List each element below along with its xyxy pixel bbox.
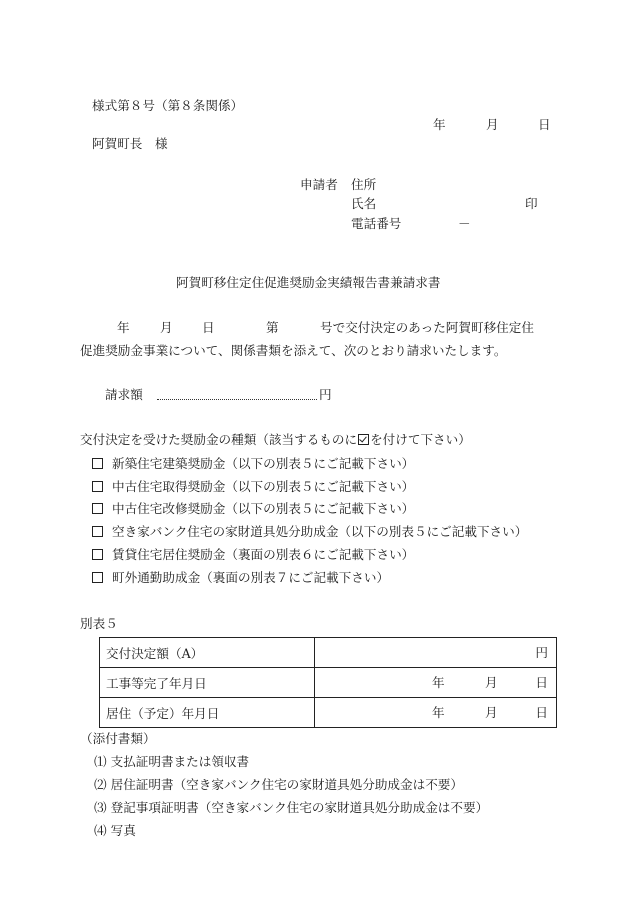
intro-day: 日	[202, 320, 215, 335]
types-heading	[80, 434, 471, 447]
attachment-item: ⑶ 登記事項証明書（空き家バンク住宅の家財道具処分助成金は不要）	[94, 800, 489, 815]
form-number: 様式第８号（第８条関係）	[92, 98, 244, 113]
table-row	[100, 638, 557, 668]
table-cell-label: 居住（予定）年月日	[100, 698, 315, 728]
type-item-label: 町外通勤助成金（裏面の別表７にご記載下さい）	[112, 570, 390, 585]
seal-mark: 印	[525, 196, 538, 211]
month-unit: 月	[485, 705, 498, 720]
intro-month: 月	[160, 320, 173, 335]
day-unit: 日	[535, 675, 548, 690]
checkbox-icon[interactable]	[92, 481, 103, 492]
addressee: 阿賀町長 様	[92, 136, 168, 151]
day-unit: 日	[535, 705, 548, 720]
intro-year: 年	[117, 320, 130, 335]
type-item-used-renovation[interactable]	[92, 503, 414, 516]
table-row	[100, 698, 557, 728]
type-item-label: 賃貸住宅居住奨励金（裏面の別表６にご記載下さい）	[112, 547, 415, 562]
type-item-label: 空き家バンク住宅の家財道具処分助成金（以下の別表５にご記載下さい）	[112, 524, 528, 539]
applicant-label: 申請者	[300, 177, 338, 192]
claim-amount-line	[157, 399, 317, 400]
type-item-commute[interactable]	[92, 572, 389, 585]
date-year-label: 年	[433, 117, 446, 132]
checkbox-icon[interactable]	[92, 503, 103, 514]
table-cell-value[interactable]	[315, 638, 557, 668]
checkbox-icon[interactable]	[92, 549, 103, 560]
phone-dash: －	[458, 216, 471, 231]
intro-line1: 号で交付決定のあった阿賀町移住定住	[320, 320, 534, 335]
year-unit: 年	[432, 675, 445, 690]
claim-label: 請求額	[105, 387, 143, 402]
table-cell-label: 交付決定額（A）	[100, 638, 315, 668]
year-unit: 年	[432, 705, 445, 720]
phone-label: 電話番号	[351, 216, 402, 231]
types-heading-before: 交付決定を受けた奨励金の種類（該当するものに	[80, 432, 358, 447]
type-item-used-purchase[interactable]	[92, 481, 414, 494]
checkbox-icon[interactable]	[92, 526, 103, 537]
types-heading-after: を付けて下さい）	[370, 432, 471, 447]
table-cell-value[interactable]	[315, 698, 557, 728]
type-item-label: 中古住宅取得奨励金（以下の別表５にご記載下さい）	[112, 479, 415, 494]
intro-dai: 第	[266, 320, 279, 335]
table-cell-value[interactable]	[315, 668, 557, 698]
attachment-item: ⑷ 写真	[94, 823, 136, 838]
attachments-heading: （添付書類）	[80, 731, 156, 746]
table-cell-label: 工事等完了年月日	[100, 668, 315, 698]
date-month-label: 月	[486, 117, 499, 132]
document-title: 阿賀町移住定住促進奨励金実績報告書兼請求書	[176, 275, 441, 290]
type-item-rental[interactable]	[92, 549, 414, 562]
checkbox-icon[interactable]	[92, 458, 103, 469]
attachment-item: ⑴ 支払証明書または領収書	[94, 754, 250, 769]
claim-unit: 円	[319, 387, 332, 402]
table5-caption: 別表５	[80, 616, 118, 631]
checkbox-icon[interactable]	[92, 572, 103, 583]
checked-box-icon	[358, 434, 369, 445]
type-item-label: 新築住宅建築奨励金（以下の別表５にご記載下さい）	[112, 456, 415, 471]
date-day-label: 日	[538, 117, 551, 132]
name-label: 氏名	[351, 196, 377, 211]
yen-unit: 円	[535, 645, 548, 660]
address-label: 住所	[351, 177, 377, 192]
type-item-vacant-house[interactable]	[92, 526, 527, 539]
attachment-item: ⑵ 居住証明書（空き家バンク住宅の家財道具処分助成金は不要）	[94, 777, 463, 792]
type-item-new-build[interactable]	[92, 458, 414, 471]
type-item-label: 中古住宅改修奨励金（以下の別表５にご記載下さい）	[112, 501, 415, 516]
month-unit: 月	[485, 675, 498, 690]
intro-line2: 促進奨励金事業について、関係書類を添えて、次のとおり請求いたします。	[80, 343, 507, 358]
table5	[99, 637, 557, 728]
table-row	[100, 668, 557, 698]
